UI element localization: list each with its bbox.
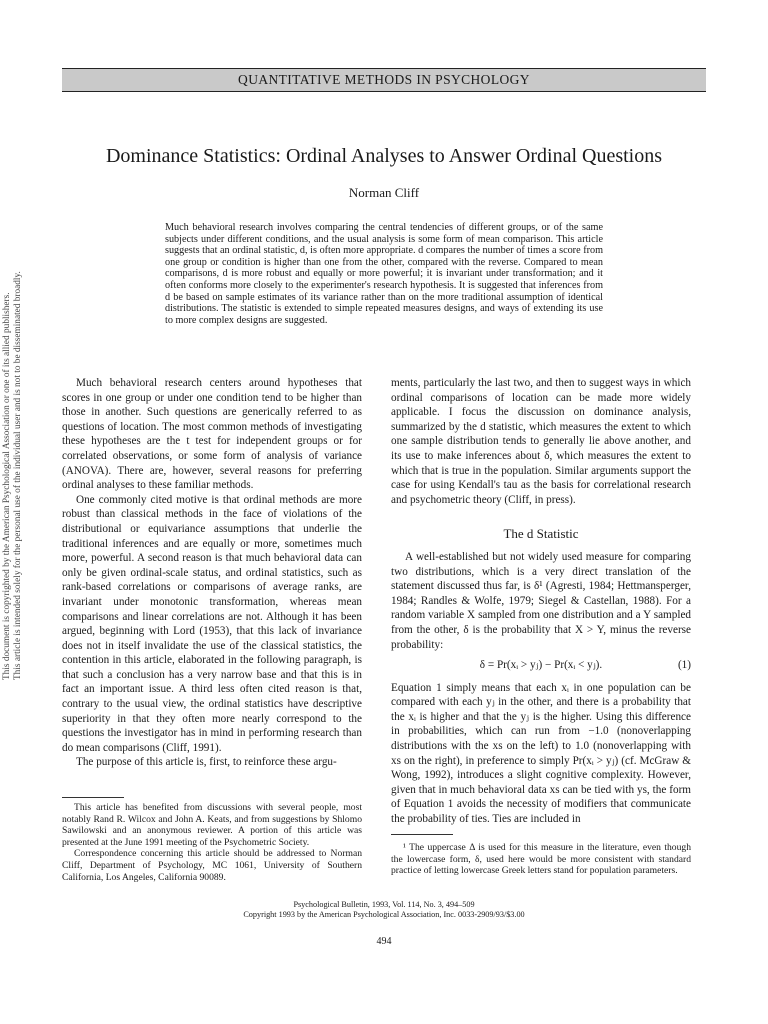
body-paragraph: ments, particularly the last two, and then to suggest ways in which ordinal comparisons of location can be made more widely applicable. I focus the discussion on dominance analysis, summarized by the d statistic, which measures the extent to which one sample distribution tends to generally lie above another, and its use to make inferences about δ, which measures the extent to which that is true in the population. Similar arguments support the case for using Kendall's tau as the basis for correlational research and psychometric theory (Cliff, in press). [391, 377, 691, 506]
equation-number: (1) [677, 659, 691, 672]
body-paragraph: One commonly cited motive is that ordinal methods are more robust than classical methods in the face of violations of the distributional or equivariance assumptions that underlie the traditional inferences and are equally or more, sometimes much more, powerful. A second reason is that much behavioral data can only be given ordinal-scale status, and ordinal statistics, such as rank-based correlations or comparisons of average ranks, are invariant under monotonic transformation, whereas mean comparisons and linear correlations are not. Although it has been argued, beginning with Lord (1953), that this lack of invariance does not in itself invalidate the use of the classical statistics, the contention in this article, elaborated in the following paragraph, is that such a conclusion has a very narrow base and that this is in fact an important issue. A third less often cited reason is that, contrary to the usual view, the ordinal statistics have descriptive superiority in that they often more nearly correspond to the questions the investigator has in mind in performing research than do mean comparisons (Cliff, 1991). [62, 493, 362, 754]
footnote-rule [391, 834, 453, 835]
author-note [62, 802, 362, 883]
body-paragraph: Much behavioral research centers around hypotheses that scores in one group or under one condition tend to be higher than those in another. Such questions are generically referred to as questions of location. The most common methods of investigating these hypotheses are the t test for independent groups or for correlated observations, or some form of analysis of variance (ANOVA). There are, however, several reasons for preferring ordinal analyses to these familiar methods. [62, 377, 362, 492]
usage-side-note: This article is intended solely for the personal use of the individual user and is not to be disseminated broadly. [13, 271, 23, 680]
author-note-paragraph: Correspondence concerning this article should be addressed to Norman Cliff, Department of Psychology, MC 1061, University of Southern California, Los Angeles, California 90089. [62, 848, 362, 883]
body-paragraph: The purpose of this article is, first, to reinforce these argu- [76, 756, 337, 769]
equation-1 [391, 658, 691, 673]
body-paragraph: Equation 1 simply means that each xᵢ in one population can be compared with each yⱼ in the other, and there is a probability that the xᵢ is higher and that the yⱼ is the higher. Using this difference in probabilities, which can run from −1.0 (nonoverlapping distributions with the xs on the left) to 1.0 (nonoverlapping with xs on the right), in preference to simply Pr(xᵢ > yⱼ) (cf. McGraw & Wong, 1992), introduces a slight cognitive complexity. However, given that in much behavioral data xs can be tied with ys, the form of Equation 1 avoids the necessity of modifiers that communicate the probability of ties. Ties are included in [391, 681, 691, 826]
journal-copyright: Copyright 1993 by the American Psychological Association, Inc. 0033-2909/93/$3.00 [243, 909, 525, 919]
footnote-1 [391, 842, 691, 877]
article-title: Dominance Statistics: Ordinal Analyses to Answer Ordinal Questions [105, 145, 663, 167]
equation-text: δ = Pr(xᵢ > yⱼ) − Pr(xᵢ < yⱼ). [479, 659, 603, 672]
journal-citation: Psychological Bulletin, 1993, Vol. 114, No. 3, 494–509 [293, 900, 475, 909]
footnote-rule [62, 797, 124, 798]
page-number: 494 [376, 936, 392, 947]
journal-info [0, 900, 768, 919]
section-heading: The d Statistic [503, 526, 579, 542]
right-column [391, 376, 691, 827]
abstract: Much behavioral research involves comparing the central tendencies of different groups, or of the same subjects under different conditions, and the usual analysis is some form of mean comparison. This article suggests that an ordinal statistic, d, is often more appropriate. d compares the number of times a score from one group or condition is higher than one from the other, compared with the reverse. Compared to mean comparisons, d is more robust and equally or more powerful; it is invariant under transformation; and it often conforms more closely to the experimenter's research hypothesis. It is suggested that inferences from d be based on sample estimates of its variance rather than on the more traditional assumption of identical distributions. The statistic is extended to simple repeated measures designs, and ways of extending its use to more complex designs are suggested. [165, 222, 603, 326]
copyright-side-note: This document is copyrighted by the American Psychological Association or one of its allied publishers. [2, 292, 12, 680]
author-name: Norman Cliff [348, 185, 420, 200]
left-column [62, 376, 362, 770]
author-note-paragraph: This article has benefited from discussions with several people, most notably Rand R. Wilcox and John A. Keats, and from suggestions by Shlomo Sawilowski and an anonymous reviewer. A portion of this article was presented at the June 1991 meeting of the Psychometric Society. [62, 802, 362, 848]
body-paragraph: A well-established but not widely used measure for comparing two distributions, which is a very direct translation of the statement discussed thus far, is δ¹ (Agresti, 1984; Hettmansperger, 1984; Randles & Wolfe, 1979; Siegel & Castellan, 1988). For a random variable X sampled from one distribution and a Y sampled from the other, δ is the probability that X > Y, minus the reverse probability: [391, 550, 691, 651]
section-banner: QUANTITATIVE METHODS IN PSYCHOLOGY [62, 68, 706, 92]
footnote-paragraph: ¹ The uppercase Δ is used for this measure in the literature, even though the lowercase form, δ, used here would be more consistent with standard practice of letting lowercase Greek letters stand for population parameters. [391, 842, 691, 877]
